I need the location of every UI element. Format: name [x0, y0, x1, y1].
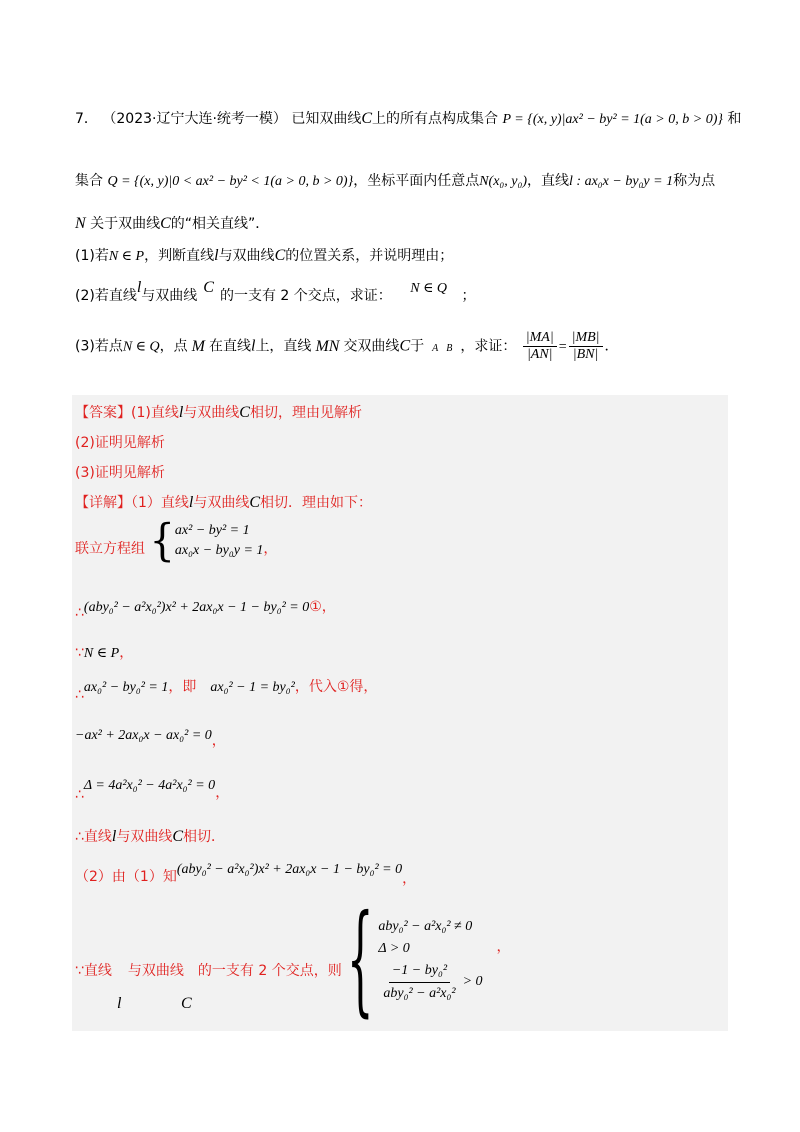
equation-2: ∴ax₀² − by₀² = 1，即 ax₀² − 1 = by₀²，代入①得，: [75, 679, 378, 703]
point-n: N(x₀, y₀): [479, 174, 528, 189]
problem-source: （2023·辽宁大连·统考一模）: [102, 111, 287, 127]
equation-3: −ax² + 2ax₀x − ax₀² = 0，: [75, 728, 226, 749]
equation-discriminant: ∴Δ = 4a²x₀² − 4a²x₀² = 0，: [75, 778, 230, 803]
problem-line-1: 7． （2023·辽宁大连·统考一模） 已知双曲线C上的所有点构成集合 P = {(x, y)|ax² − by² = 1(a > 0, b > 0)} 和: [75, 110, 742, 127]
part-2-start: （2）由（1）知(aby₀² − a²x₀²)x² + 2ax₀x − 1 − by₀² = 0，: [75, 862, 417, 887]
part-2-l: l: [117, 995, 122, 1012]
set-p: P = {(x, y)|ax² − by² = 1(a > 0, b > 0)}: [502, 112, 723, 127]
line-l-def: l : ax₀x − by₀y = 1: [569, 174, 674, 189]
conclusion-1: ∴直线l与双曲线C相切．: [75, 828, 226, 845]
problem-line-2: 集合 Q = {(x, y)|0 < ax² − by² < 1(a > 0, b > 0)}，坐标平面内任意点N(x₀, y₀)，直线l : ax₀x − by₀y = 1称为点: [75, 173, 716, 189]
equation-1: ∴(aby₀² − a²x₀²)x² + 2ax₀x − 1 − by₀² = 0①，: [75, 599, 336, 621]
part-2-line: ∵直线 与双曲线 的一支有 2 个交点，则: [75, 963, 342, 979]
detail-label: 【详解】: [75, 495, 131, 511]
set-q: Q = {(x, y)|0 < ax² − by² < 1(a > 0, b > 0)}: [107, 174, 354, 189]
answer-line-3: (3)证明见解析: [75, 465, 165, 481]
answer-line-2: (2)证明见解析: [75, 435, 165, 451]
fraction-ma-an: $\frac{|MA|}{|AN|}$: [523, 330, 557, 363]
system-of-equations: 联立方程组 { ax² − by² = 1 ax₀x − by₀y = 1 ，: [75, 515, 278, 567]
question-2: (2)若直线l与双曲线 C 的一支有 2 个交点，求证： N ∈ Q ；: [75, 279, 476, 304]
condition-n-in-p: ∵N ∈ P，: [75, 645, 134, 661]
part-2-c: C: [181, 995, 192, 1012]
question-1: (1)若N ∈ P，判断直线l与双曲线C的位置关系，并说明理由；: [75, 247, 454, 264]
problem-line-3: N 关于双曲线C的“相关直线”．: [75, 215, 270, 232]
fraction-mb-bn: $\frac{|MB|}{|BN|}$: [569, 330, 603, 363]
answer-label: 【答案】: [75, 405, 131, 421]
detail-line-1: 【详解】（1）直线l与双曲线C相切．理由如下：: [75, 494, 373, 511]
problem-number: 7．: [75, 111, 98, 127]
answer-line-1: 【答案】(1)直线l与双曲线C相切，理由见解析: [75, 404, 362, 421]
question-3: (3)若点N ∈ Q，点 M 在直线l上，直线 MN 交双曲线C于 A B ，求证： $\frac{|MA|}{|AN|}$ = $\frac{|MB|}{|BN|}$ ．: [75, 330, 619, 362]
part-2-system: { aby₀² − a²x₀² ≠ 0 Δ > 0 $\frac{\text{−1 − by₀²}}{\text{aby₀² − a²x₀²}}$ > 0 ，: [346, 890, 511, 1029]
